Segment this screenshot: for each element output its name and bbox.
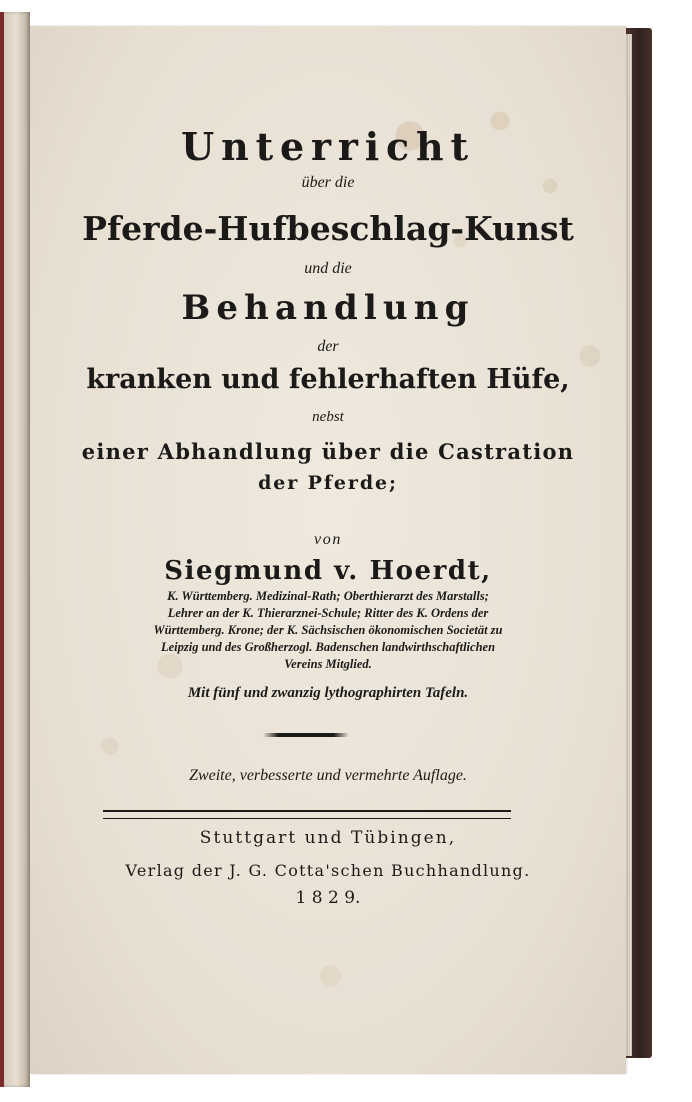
line-nebst: nebst bbox=[312, 409, 344, 425]
left-cover bbox=[0, 12, 30, 1087]
author-bio-2: Lehrer an der K. Thierarznei-Schule; Ritter des K. Ordens der bbox=[167, 606, 489, 620]
author-name: Siegmund v. Hoerdt, bbox=[164, 556, 492, 586]
line-von: von bbox=[314, 531, 342, 548]
subtitle-hufe: kranken und fehlerhaften Hüfe, bbox=[86, 364, 570, 395]
imprint-publisher: Verlag der J. G. Cotta'schen Buchhandlung. bbox=[125, 861, 531, 880]
plates-note: Mit fünf und zwanzig lythographirten Tafeln. bbox=[187, 685, 469, 701]
subtitle-hufbeschlag: Pferde-Hufbeschlag-Kunst bbox=[82, 209, 574, 248]
author-bio-1: K. Württemberg. Medizinal-Rath; Oberthierarzt des Marstalls; bbox=[167, 589, 489, 603]
left-cover-edge bbox=[0, 12, 4, 1087]
subtitle-castration: einer Abhandlung über die Castration bbox=[81, 439, 575, 464]
author-bio-5: Vereins Mitglied. bbox=[284, 657, 372, 671]
ornamental-rule bbox=[263, 733, 349, 737]
subtitle-behandlung: Behandlung bbox=[181, 288, 475, 328]
line-uber-die: über die bbox=[301, 174, 355, 191]
edition-note: Zweite, verbesserte und vermehrte Auflage. bbox=[189, 767, 467, 784]
author-bio-4: Leipzig und des Großherzogl. Badenschen landwirthschaftlichen bbox=[160, 640, 496, 654]
author-bio-3: Württemberg. Krone; der K. Sächsischen ökonomischen Societät zu bbox=[153, 623, 503, 637]
imprint-year: 1 8 2 9. bbox=[295, 888, 361, 908]
double-rule bbox=[103, 810, 511, 819]
line-der: der bbox=[317, 338, 339, 355]
imprint-place: Stuttgart und Tübingen, bbox=[199, 828, 457, 848]
title-page bbox=[30, 26, 626, 1074]
subtitle-der-pferde: der Pferde; bbox=[258, 472, 398, 494]
title: Unterricht bbox=[181, 124, 475, 169]
line-und-die: und die bbox=[304, 260, 352, 277]
